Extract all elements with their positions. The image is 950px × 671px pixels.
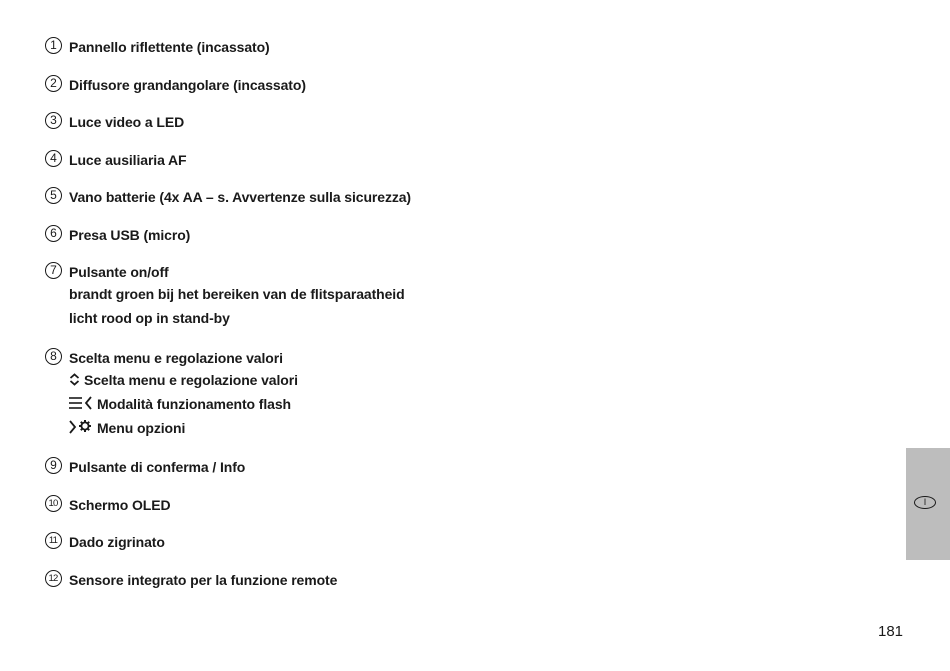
item-label: Luce video a LED: [69, 114, 185, 130]
item-number-badge: 9: [45, 457, 62, 474]
item-sub-line: [69, 392, 805, 416]
right-gear-icon: [69, 417, 93, 441]
item-label: Luce ausiliaria AF: [69, 151, 187, 168]
list-item: [45, 262, 805, 330]
list-item: [45, 570, 805, 590]
item-number-badge: 3: [45, 112, 62, 129]
up-down-arrows-icon: [69, 369, 80, 393]
item-label: Sensore integrato per la funzione remote: [69, 571, 338, 588]
item-label: Dado zigrinato: [69, 534, 165, 550]
item-number-badge: 5: [45, 187, 62, 204]
list-item: [45, 37, 805, 57]
language-badge: I: [914, 496, 936, 509]
item-number-badge: 2: [45, 75, 62, 92]
list-item: [45, 75, 805, 95]
item-sub-line: brandt groen bij het bereiken van de flitsparaatheid: [69, 286, 405, 302]
sub-label: Scelta menu e regolazione valori: [84, 371, 298, 388]
item-label: Pannello riflettente (incassato): [69, 39, 270, 55]
item-sub-line: [69, 368, 805, 392]
list-item: [45, 457, 805, 477]
sub-label: Modalità funzionamento flash: [97, 395, 291, 412]
language-side-tab: [906, 448, 950, 560]
item-label: Pulsante di conferma / Info: [69, 459, 246, 475]
item-label: Presa USB (micro): [69, 226, 191, 243]
list-item: [45, 225, 805, 245]
item-number-badge: 10: [45, 495, 62, 512]
item-number-badge: 12: [45, 570, 62, 587]
item-number-badge: 8: [45, 348, 62, 365]
item-number-badge: 6: [45, 225, 62, 242]
item-number-badge: 11: [45, 532, 62, 549]
item-label: Diffusore grandangolare (incassato): [69, 76, 306, 93]
item-label: Pulsante on/off: [69, 264, 169, 280]
item-label: Schermo OLED: [69, 496, 171, 513]
item-number-badge: 7: [45, 262, 62, 279]
item-number-badge: 1: [45, 37, 62, 54]
list-item: [45, 348, 805, 440]
item-sub-line: [69, 416, 805, 440]
list-item: [45, 112, 805, 132]
item-sub-line: licht rood op in stand-by: [69, 310, 230, 326]
item-label: Scelta menu e regolazione valori: [69, 349, 283, 366]
item-number-badge: 4: [45, 150, 62, 167]
list-item: [45, 187, 805, 207]
list-item: [45, 150, 805, 170]
component-list: [45, 37, 805, 607]
menu-left-icon: [69, 393, 93, 417]
page-number: 181: [878, 623, 904, 640]
sub-label: Menu opzioni: [97, 419, 186, 436]
item-label: Vano batterie (4x AA – s. Avvertenze sulla sicurezza): [69, 189, 411, 205]
list-item: [45, 495, 805, 515]
list-item: [45, 532, 805, 552]
